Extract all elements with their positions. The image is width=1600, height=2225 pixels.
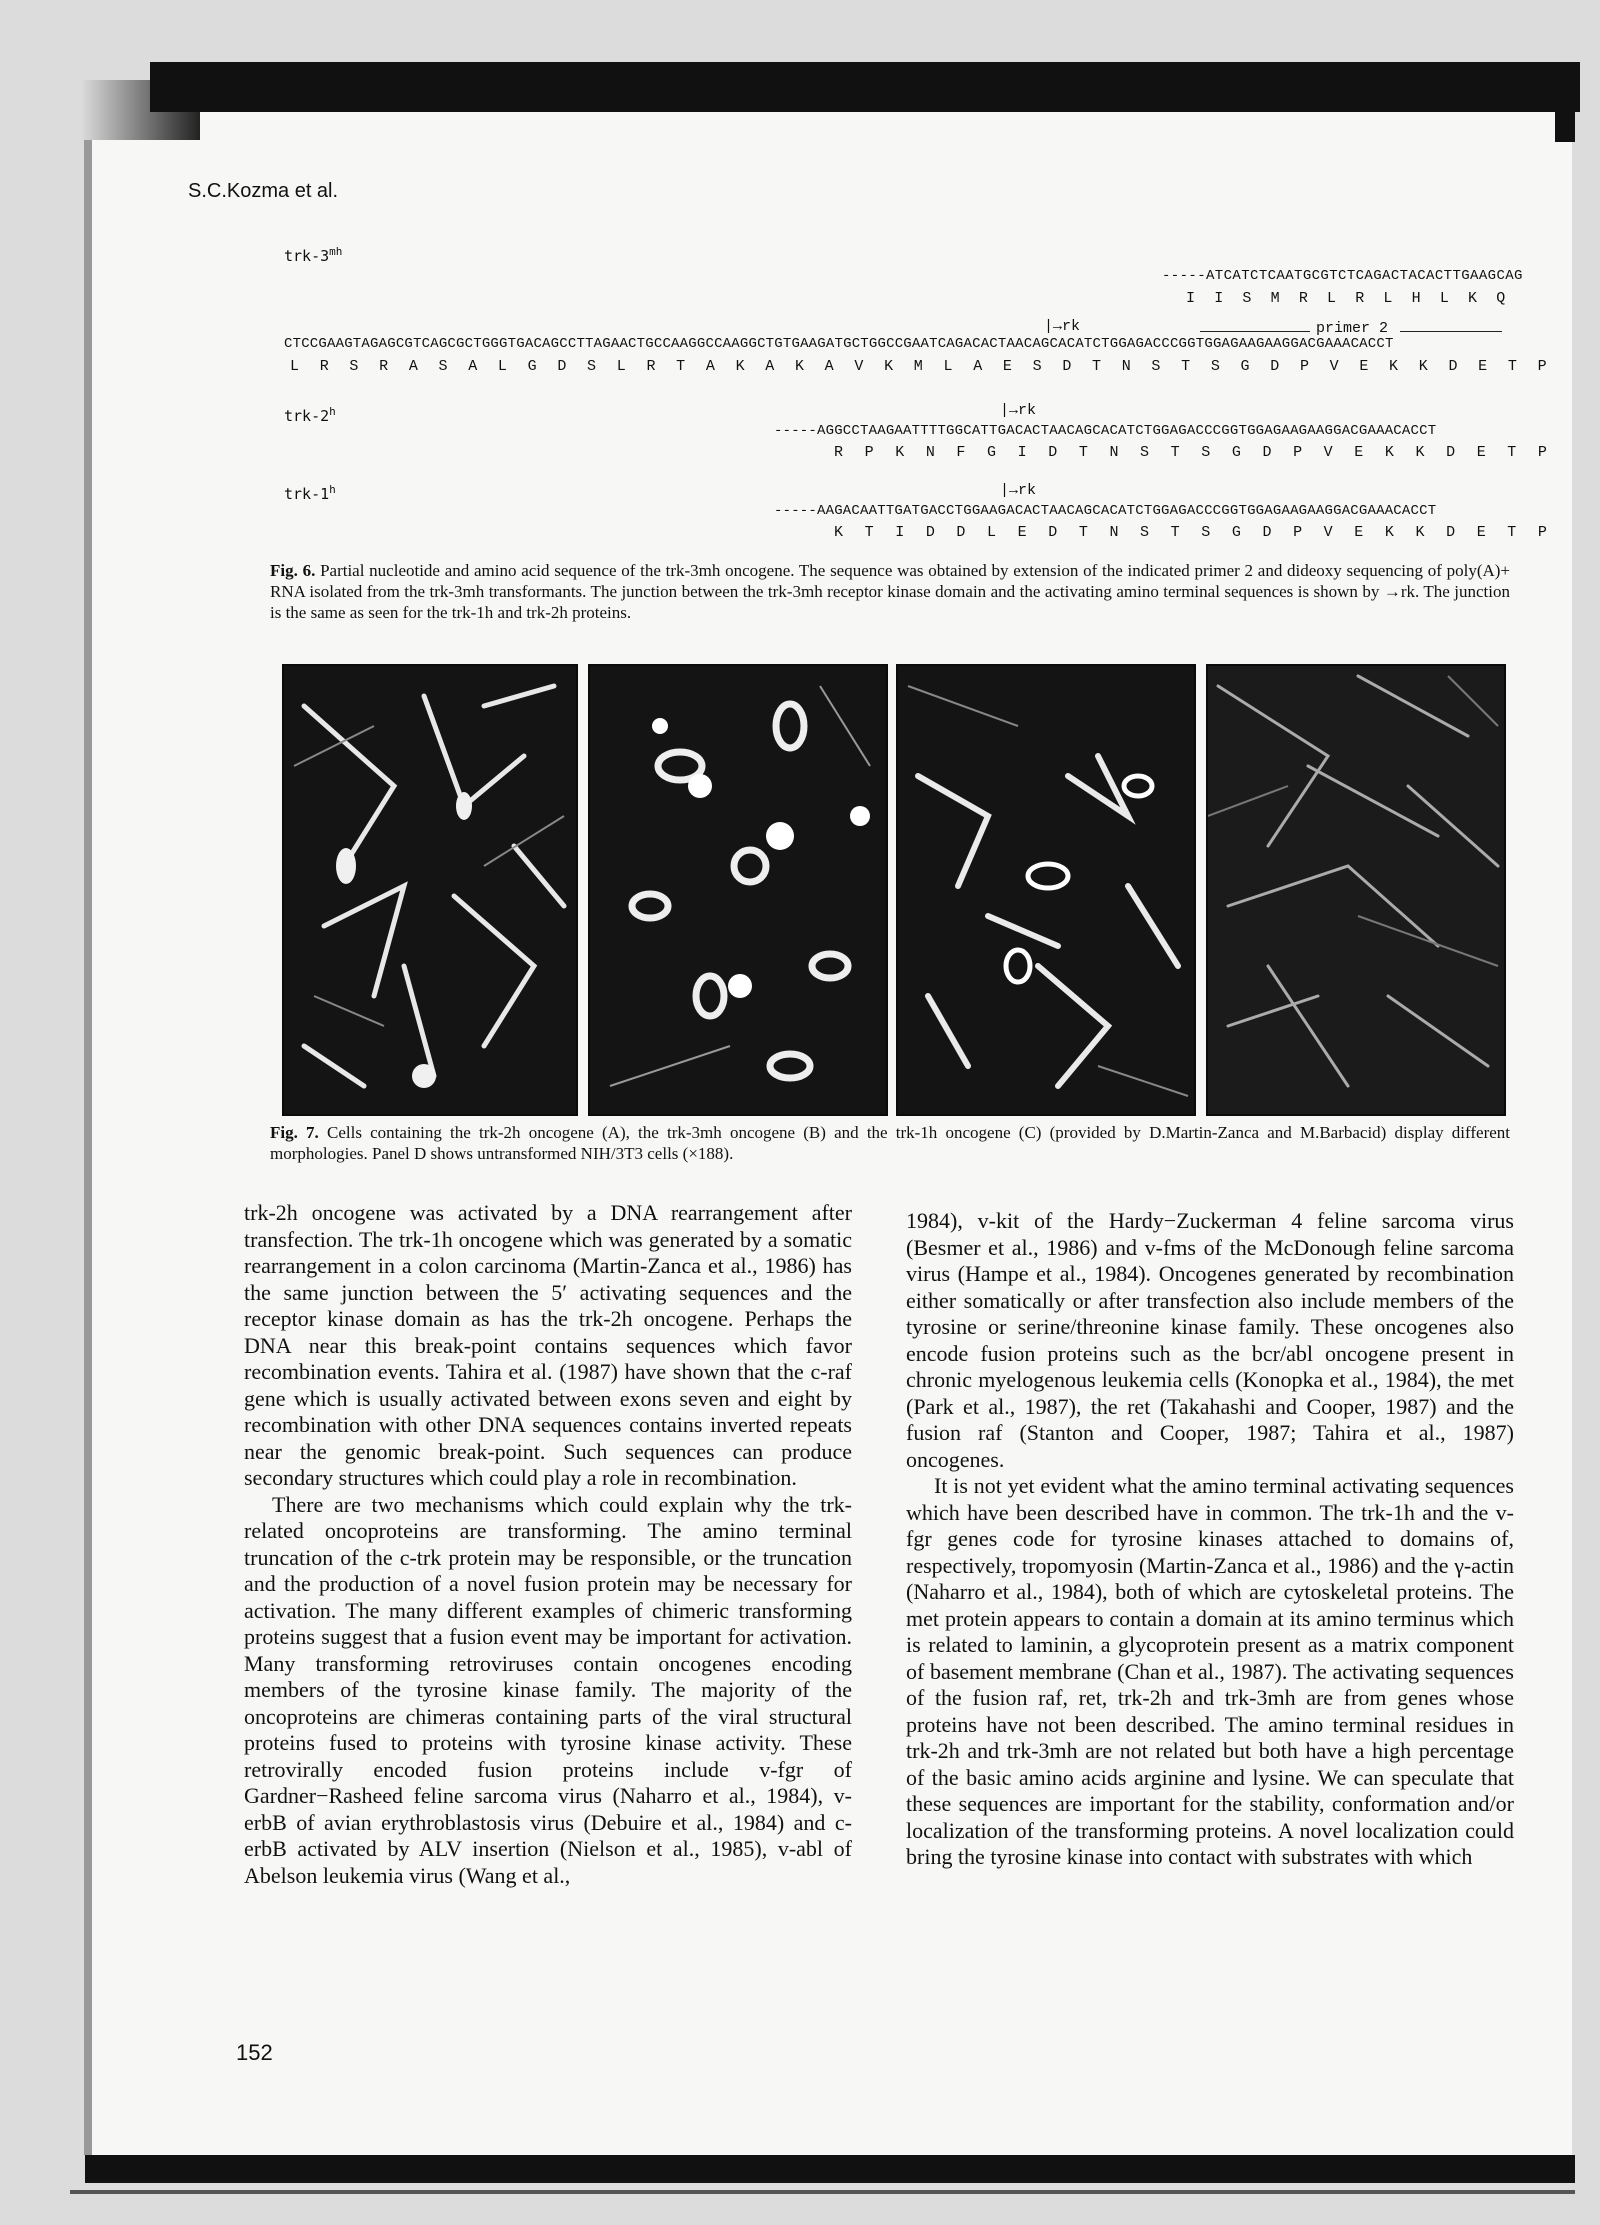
fig7-caption-text: Cells containing the trk-2h oncogene (A), the trk-3mh oncogene (B) and the trk-1h oncogene (C) (provided by D.Martin-Zanca and M.Barbacid) display different morphologies. Panel D shows untransformed NIH/3T3 cells (×188). <box>270 1123 1511 1163</box>
fig6-caption <box>270 560 1510 623</box>
label-trk3: trk-$3^{mh}$ <box>284 245 343 265</box>
scan-edge-bottom-line <box>70 2190 1575 2194</box>
scan-edge-left <box>84 110 92 2155</box>
primer-label: primer 2 <box>1316 320 1389 337</box>
fig7-caption-label: Fig. 7. <box>270 1123 319 1142</box>
right-paragraph-2: It is not yet evident what the amino terminal activating sequences which have been described have in common. The trk-1h and the v-fgr genes code for tyrosine kinases attached to domains of, respectively, tropomyosin (Martin-Zanca et al., 1986) and the γ-actin (Naharro et al., 1984), both of which are cytoskeletal proteins. The met protein appears to contain a domain at its amino terminus which is related to laminin, a glycoprotein present as a matrix component of basement membrane (Chan et al., 1987). The activating sequences of the fusion raf, ret, trk-2h and trk-3mh are from genes whose proteins have not been described. The amino terminal residues in trk-2h and trk-3mh are not related but both have a high percentage of the basic amino acids arginine and lysine. We can speculate that these sequences are important for the stability, conformation and/or localization of the transforming proteins. A novel localization could bring the tyrosine kinase into contact with substrates with which <box>906 1473 1514 1869</box>
label-trk2: trk-2$^h$ <box>284 405 336 425</box>
micrograph-panel-b <box>588 664 888 1116</box>
seq-row4-aminoacids: K T I D D L E D T N S T S G D P V E K K D E T P <box>834 524 1549 541</box>
fig7-caption <box>270 1122 1510 1164</box>
micrograph-panel-d <box>1206 664 1506 1116</box>
seq-row3-aminoacids: R P K N F G I D T N S T S G D P V E K K D E T P <box>834 444 1549 461</box>
cells-a-image <box>284 666 576 1114</box>
cells-c-image <box>898 666 1194 1114</box>
primer-arrow-left <box>1200 331 1310 332</box>
micrograph-panel-c <box>896 664 1196 1116</box>
right-paragraph-1: 1984), v-kit of the Hardy−Zuckerman 4 feline sarcoma virus (Besmer et al., 1986) and v-fms of the McDonough feline sarcoma virus (Hampe et al., 1984). Oncogenes generated by recombination either somatically or after transfection also include members of the tyrosine or serine/threonine kinase family. These oncogenes also encode fusion proteins such as the bcr/abl oncogene present in chronic myelogenous leukemia cells (Konopka et al., 1984), the met (Park et al., 1987), the ret (Takahashi and Cooper, 1987) and the fusion raf (Stanton and Cooper, 1987; Tahira et al., 1987) oncogenes. <box>906 1208 1514 1472</box>
primer-arrow-right <box>1400 331 1502 332</box>
junction-marker-row4: |→rk <box>1000 482 1037 499</box>
seq-row1-nucleotides: -----ATCATCTCAATGCGTCTCAGACTACACTTGAAGCAG <box>1162 268 1523 284</box>
left-paragraph-1: trk-2h oncogene was activated by a DNA rearrangement after transfection. The trk-1h oncogene which was generated by a somatic rearrangement in a colon carcinoma (Martin-Zanca et al., 1986) has the same junction between the 5′ activating sequences and the receptor kinase domain as has the trk-2h oncogene. Perhaps the DNA near this break-point contains sequences which favor recombination events. Tahira et al. (1987) have shown that the c-raf gene which is usually activated between exons seven and eight by recombination with other DNA sequences contains inverted repeats near the genomic break-point. Such sequences can produce secondary structures which could play a role in recombination. <box>244 1200 852 1490</box>
micrograph-panel-a <box>282 664 578 1116</box>
scan-edge-right <box>1555 62 1575 142</box>
seq-row2-aminoacids: L R S R A S A L G D S L R T A K A K A V K M L A E S D T N S T S G D P V E K K D E T P <box>290 358 1548 375</box>
right-column <box>906 1208 1514 1871</box>
left-paragraph-2: There are two mechanisms which could explain why the trk-related oncoproteins are transforming. The amino terminal truncation of the c-trk protein may be responsible, or the truncation and the production of a novel fusion protein may be necessary for activation. The many different examples of chimeric transforming proteins suggest that a fusion event may be important for activation. Many transforming retroviruses contain oncogenes encoding members of the tyrosine kinase family. The majority of the oncoproteins are chimeras containing parts of the viral structural proteins fused to proteins with tyrosine kinase activity. These retrovirally encoded fusion proteins include v-fgr of Gardner−Rasheed feline sarcoma virus (Naharro et al., 1984), v-erbB of avian erythroblastosis virus (Debuire et al., 1984) and c-erbB activated by ALV insertion (Nielson et al., 1985), v-abl of Abelson leukemia virus (Wang et al., <box>244 1491 852 1888</box>
seq-row4-nucleotides: -----AAGACAATTGATGACCTGGAAGACACTAACAGCACATCTGGAGACCCGGTGGAGAAGAAGGACGAAACACCT <box>774 503 1437 519</box>
running-head: S.C.Kozma et al. <box>188 180 339 202</box>
label-trk1: trk-1$^h$ <box>284 483 336 503</box>
fig6-caption-label: Fig. 6. <box>270 561 316 580</box>
cells-b-image <box>590 666 886 1114</box>
junction-marker-row2: |→rk <box>1044 318 1081 335</box>
seq-row1-aminoacids: I I S M R L R L H L K Q <box>1186 290 1506 307</box>
fig6-caption-text: Partial nucleotide and amino acid sequence of the trk-3mh oncogene. The sequence was obtained by extension of the indicated primer 2 and dideoxy sequencing of poly(A)+ RNA isolated from the trk-3mh transformants. The junction between the trk-3mh receptor kinase domain and the activating amino terminal sequences is shown by →rk. The junction is the same as seen for the trk-1h and trk-2h proteins. <box>270 561 1511 622</box>
cells-d-image <box>1208 666 1504 1114</box>
junction-marker-row3: |→rk <box>1000 402 1037 419</box>
page-number: 152 <box>236 2040 273 2065</box>
scan-edge-bottom <box>85 2155 1575 2183</box>
scan-edge-top <box>150 62 1580 112</box>
left-column <box>244 1200 852 1889</box>
seq-row3-nucleotides: -----AGGCCTAAGAATTTTGGCATTGACACTAACAGCACATCTGGAGACCCGGTGGAGAAGAAGGACGAAACACCT <box>774 423 1437 439</box>
seq-row2-nucleotides: CTCCGAAGTAGAGCGTCAGCGCTGGGTGACAGCCTTAGAACTGCCAAGGCCAAGGCTGTGAAGATGCTGGCCGAATCAGACACTAACAGCACATCTGGAGACCCGGTGGAGAAGAAGGACGAAACACCT <box>284 336 1394 352</box>
